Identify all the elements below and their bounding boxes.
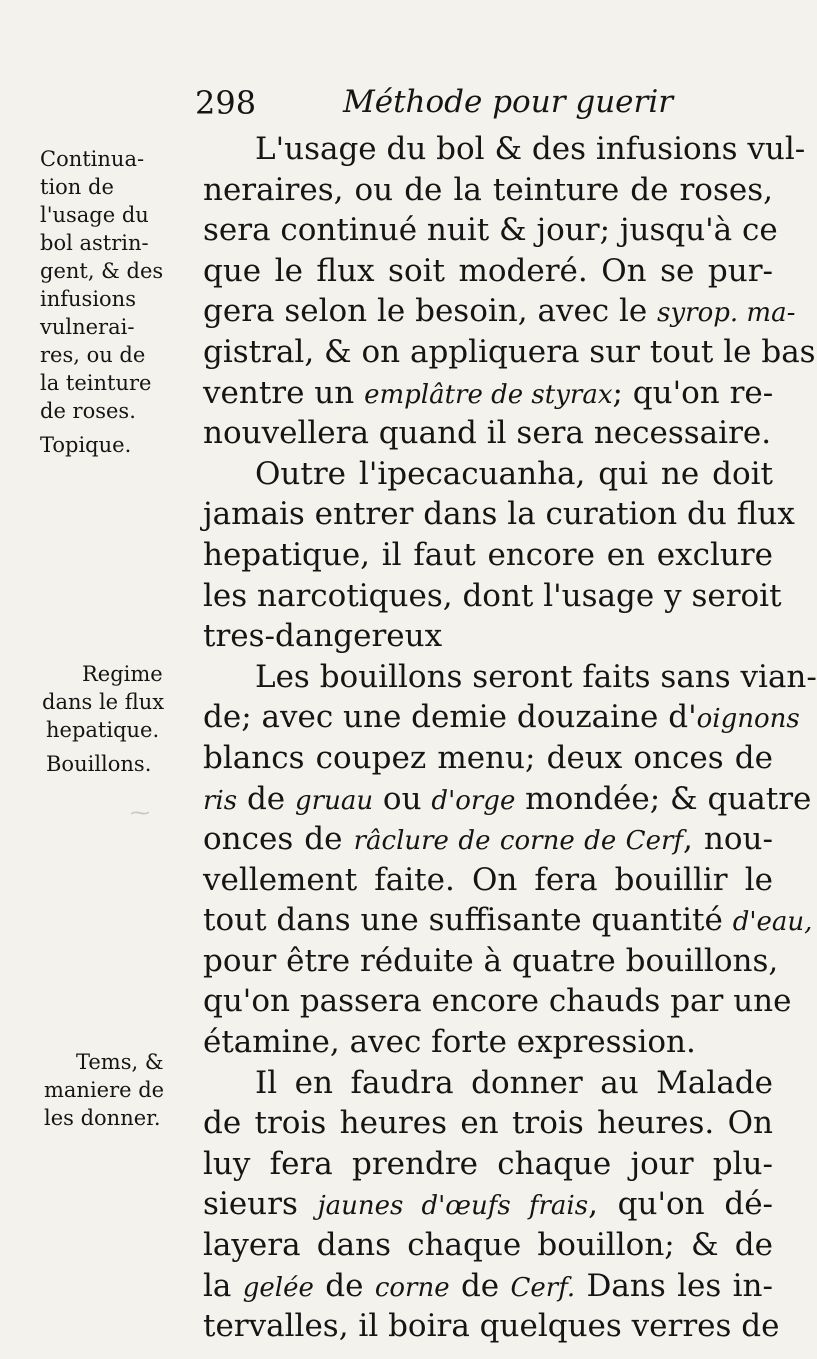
text-line: Les bouillons seront faits sans vian- <box>255 658 817 695</box>
margin-note-line: Continua- <box>40 147 145 171</box>
margin-note-continuation <box>40 145 190 459</box>
text-line: de trois heures en trois heures. On <box>203 1105 773 1142</box>
margin-note-line: res, ou de <box>40 343 146 367</box>
text-line: tervalles, il boira quelques verres de <box>203 1308 780 1345</box>
text-run: ventre un <box>203 374 365 411</box>
margin-note-line: gent, & des <box>40 259 164 283</box>
text-line: gistral, & on appliquera sur tout le bas <box>203 333 816 370</box>
italic-run: jaunes d'œufs frais <box>317 1191 589 1222</box>
margin-note-regime <box>40 660 190 778</box>
margin-note-line: les donner. <box>44 1106 161 1130</box>
text-run: de <box>449 1267 511 1304</box>
text-line <box>203 779 812 820</box>
italic-run: Cerf. <box>510 1272 576 1303</box>
margin-note-line: de roses. <box>40 399 136 423</box>
text-line: les narcotiques, dont l'usage y seroit <box>203 577 782 614</box>
text-line: tres-dangereux <box>203 618 443 655</box>
text-line: jamais entrer dans la curation du flux <box>203 496 795 533</box>
text-run: ou <box>373 780 432 817</box>
text-line: nouvellera quand il sera necessaire. <box>203 415 772 452</box>
page-header <box>195 84 755 124</box>
text-line: qu'on passera encore chauds par une <box>203 983 792 1020</box>
italic-run: râclure de corne de Cerf <box>353 826 684 857</box>
margin-note-line: vulnerai- <box>40 315 135 339</box>
text-line: hepatique, il faut encore en exclure <box>203 536 773 573</box>
text-run: ; qu'on re- <box>612 374 774 411</box>
text-line: pour être réduite à quatre bouillons, <box>203 942 779 979</box>
margin-note-line: Bouillons. <box>46 752 152 776</box>
text-run: de; avec une demie douzaine d' <box>203 699 697 736</box>
italic-run: ris <box>203 785 238 816</box>
margin-note-timing <box>40 1048 190 1132</box>
text-line <box>203 697 800 738</box>
text-line: layera dans chaque bouillon; & de <box>203 1227 773 1264</box>
margin-note-line: dans le flux <box>42 690 165 714</box>
text-run: onces de <box>203 821 354 858</box>
italic-run: oignons <box>696 704 800 735</box>
text-line <box>203 900 813 941</box>
text-line: L'usage du bol & des infusions vul- <box>255 131 806 167</box>
italic-run: syrop. ma- <box>657 298 796 329</box>
margin-note-line: l'usage du <box>40 203 149 227</box>
text-line <box>203 1266 773 1307</box>
italic-run: emplâtre de styrax <box>364 379 613 410</box>
margin-note-line: la teinture <box>40 371 152 395</box>
margin-note-line: maniere de <box>44 1078 165 1102</box>
text-line <box>203 291 796 332</box>
text-line: blancs coupez menu; deux onces de <box>203 739 773 776</box>
text-line <box>203 373 773 414</box>
page-number: 298 <box>195 84 257 122</box>
margin-note-line: Tems, & <box>76 1050 164 1074</box>
bleed-through-mark: ⁓ <box>130 800 150 824</box>
text-line: que le flux soit moderé. On se pur- <box>203 252 773 289</box>
margin-note-line: infusions <box>40 287 136 311</box>
text-line: vellement faite. On fera bouillir le <box>203 861 773 898</box>
margin-note-line: Regime <box>82 662 163 686</box>
text-line: neraires, ou de la teinture de roses, <box>203 171 773 208</box>
italic-run: d'orge <box>431 785 516 816</box>
running-title: Méthode pour guerir <box>343 84 674 120</box>
text-run: sieurs <box>203 1186 318 1223</box>
text-run: , qu'on dé- <box>588 1186 774 1223</box>
text-line: étamine, avec forte expression. <box>203 1024 696 1061</box>
margin-note-line: bol astrin- <box>40 231 149 255</box>
italic-run: gelée <box>242 1272 314 1303</box>
text-line <box>203 1184 773 1225</box>
text-line <box>203 819 773 860</box>
italic-run: d'eau, <box>732 907 813 938</box>
text-run: de <box>237 780 295 817</box>
italic-run: gruau <box>295 785 374 816</box>
body-text <box>203 129 817 1347</box>
text-run: Dans les in- <box>575 1267 774 1304</box>
text-line: luy fera prendre chaque jour plu- <box>203 1145 773 1182</box>
text-run: mondée; & quatre <box>515 780 812 817</box>
italic-run: corne <box>374 1272 450 1303</box>
text-line: Outre l'ipecacuanha, qui ne doit <box>255 455 773 492</box>
text-line: Il en faudra donner au Malade <box>255 1064 773 1101</box>
margin-note-line: hepatique. <box>46 718 160 742</box>
text-run: tout dans une suffisante quantité <box>203 902 733 939</box>
text-run: gera selon le besoin, avec le <box>203 293 658 330</box>
text-run: , nou- <box>683 821 774 858</box>
text-run: la <box>203 1267 243 1304</box>
text-line: sera continué nuit & jour; jusqu'à ce <box>203 212 778 249</box>
margin-note-line: tion de <box>40 175 114 199</box>
margin-note-line: Topique. <box>40 433 132 457</box>
text-run: de <box>313 1267 375 1304</box>
